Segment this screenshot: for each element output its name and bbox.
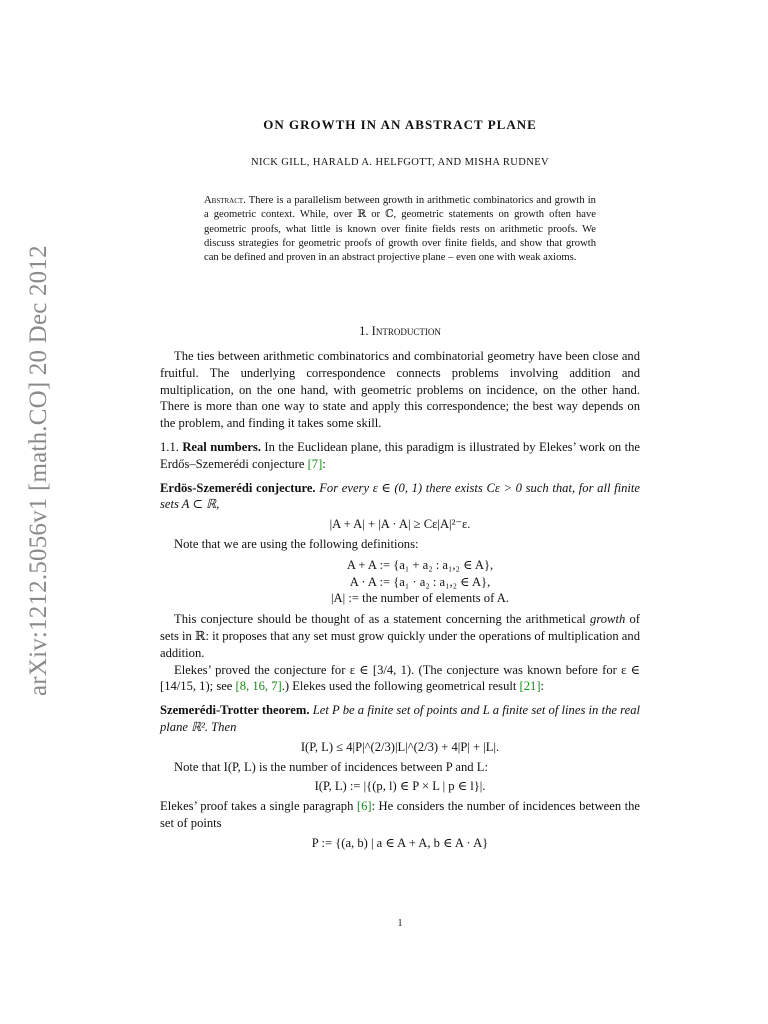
section-number: 1. <box>359 324 369 338</box>
conjecture-formula: |A + A| + |A · A| ≥ Cε|A|²⁻ε. <box>329 517 471 532</box>
incidence-formula: I(P, L) := |{(p, l) ∈ P × L | p ∈ l}|. <box>314 779 486 794</box>
subsection-number: 1.1. <box>160 439 179 454</box>
abstract-text: There is a parallelism between growth in arithmetic combinatorics and growth in a geometric context. While, over ℝ or ℂ, geometric statements on growth often have geometric proofs, what little is known over finite fields rests on arithmetic proofs. We discuss strategies for geometric proofs of growth over finite fields, and show that growth can be defined and proven in an abstract projective plane – even one with weak axioms. <box>204 195 596 264</box>
abstract-label: Abstract. <box>204 195 246 206</box>
subsection-title: Real numbers. <box>182 439 261 454</box>
elekes-paragraph: Elekes’ proved the conjecture for ε ∈ [3/4, 1). (The conjecture was known before for ε ∈ [14/15, 1); see [8, 16, 7].) Elekes used the following geometrical result [21]: <box>160 662 640 694</box>
theorem-formula: I(P, L) ≤ 4|P|^(2/3)|L|^(2/3) + 4|P| + |L|. <box>300 739 500 754</box>
points-formula: P := {(a, b) | a ∈ A + A, b ∈ A · A} <box>311 835 489 850</box>
incidence-intro: Note that I(P, L) is the number of incidences between P and L: <box>174 759 488 774</box>
citation-link[interactable]: [7] <box>307 456 323 471</box>
proof-paragraph: Elekes’ proof takes a single paragraph [6]: He considers the number of incidences between the set of points <box>160 799 641 830</box>
definition-line: A + A := {a₁ + a₂ : a₁,₂ ∈ A}, <box>346 557 494 572</box>
subsection-text: In the Euclidean plane, this paradigm is illustrated by Elekes’ work on the Erdős–Szemerédi conjecture <box>160 439 640 471</box>
subsection-paragraph: 1.1. Real numbers. In the Euclidean plane, this paradigm is illustrated by Elekes’ work on the Erdős–Szemerédi conjecture [7]: <box>160 439 640 471</box>
theorem-text: Let P be a finite set of points and L a finite set of lines in the real plane ℝ². Then <box>160 703 640 734</box>
body-text <box>160 348 640 855</box>
abstract <box>204 194 596 265</box>
citation-link[interactable]: [8, 16, 7] <box>235 679 282 694</box>
conjecture-text: For every ε ∈ (0, 1) there exists Cε > 0 such that, for all finite sets A ⊂ ℝ, <box>160 480 640 512</box>
intro-paragraph: The ties between arithmetic combinatorics and combinatorial geometry have been close and fruitful. The underlying correspondence connects problems involving addition and multiplication, on the one hand, with geometric problems on incidence, on the other hand. There is more than one way to state and apply this correspondence; the best way depends on the problem, and finding it takes some skill. <box>160 349 640 431</box>
definitions-list <box>160 557 640 607</box>
definitions-intro: Note that we are using the following definitions: <box>174 536 419 551</box>
section-heading <box>160 324 640 339</box>
section-title: Introduction <box>371 324 441 338</box>
conjecture-title: Erdös-Szemerédi conjecture. <box>160 480 316 495</box>
conjecture-paragraph: This conjecture should be thought of as a statement concerning the arithmetical growth of sets in ℝ: it proposes that any set must grow quickly under the operations of multiplication and addition. <box>160 612 641 660</box>
theorem-statement <box>160 702 640 736</box>
paper-title: ON GROWTH IN AN ABSTRACT PLANE <box>263 117 537 132</box>
citation-link[interactable]: [21] <box>519 679 541 694</box>
emphasis-growth: growth <box>590 612 626 627</box>
citation-link[interactable]: [6] <box>356 799 372 814</box>
arxiv-identifier[interactable]: arXiv:1212.5056v1 [math.CO] 20 Dec 2012 <box>25 245 52 697</box>
theorem-title: Szemerédi-Trotter theorem. <box>160 703 310 718</box>
page-number: 1 <box>397 918 403 929</box>
definition-line: |A| := the number of elements of A. <box>331 591 509 606</box>
definition-line: A · A := {a₁ · a₂ : a₁,₂ ∈ A}, <box>349 574 491 589</box>
paper-authors: NICK GILL, HARALD A. HELFGOTT, AND MISHA RUDNEV <box>250 157 549 168</box>
conjecture-statement <box>160 480 640 514</box>
